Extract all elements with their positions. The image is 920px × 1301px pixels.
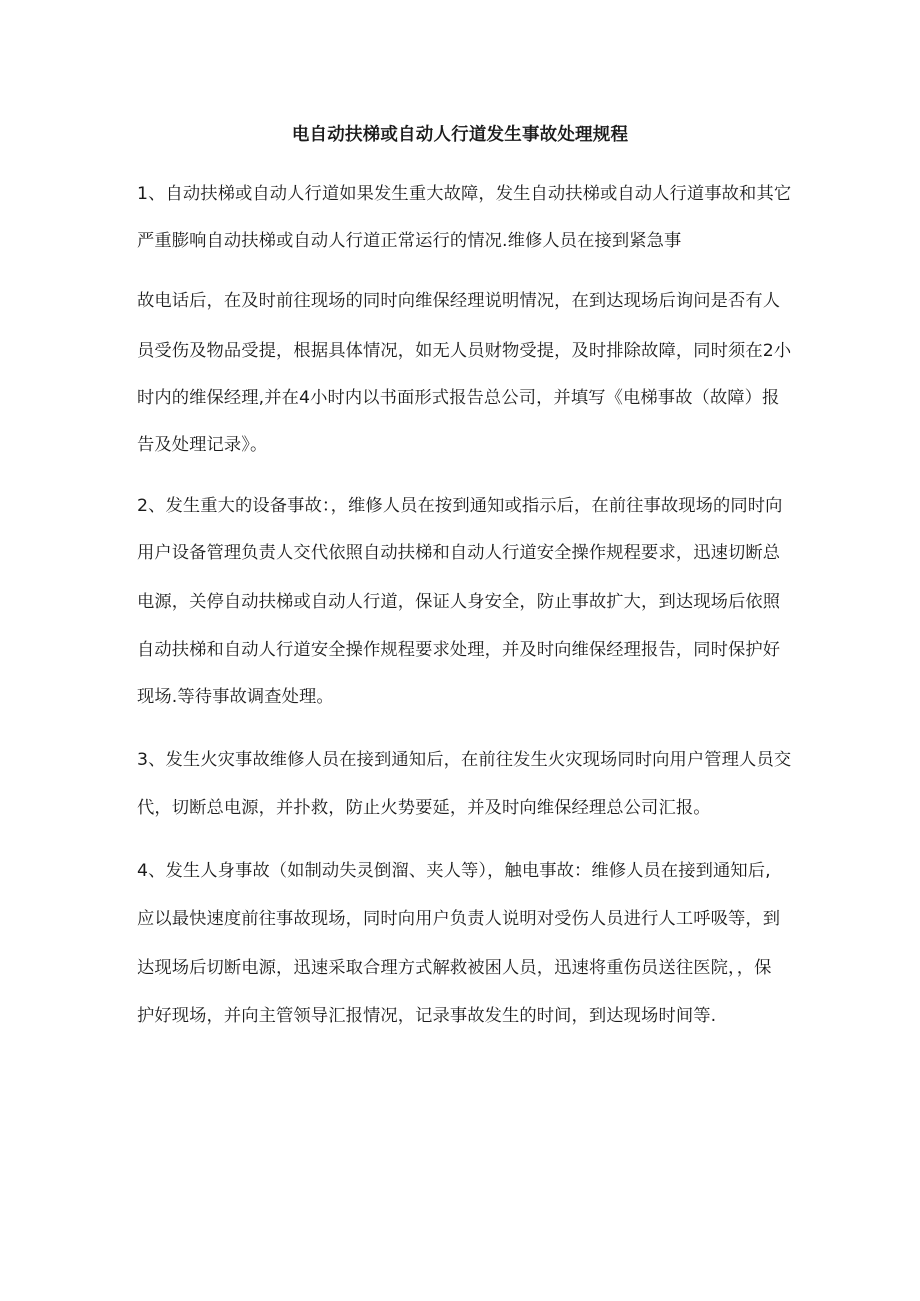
paragraph-3-line-3: 电源，关停自动扶梯或自动人行道，保证人身安全，防止事故扩大，到达现场后依照 bbox=[137, 592, 781, 612]
paragraph-2-line-2: 员受伤及物品受提，根据具体情况，如无人员财物受提，及时排除故障，同时须在2小 bbox=[137, 341, 792, 361]
paragraph-5-line-4: 护好现场，并向主管领导汇报情况，记录事故发生的时间，到达现场时间等. bbox=[137, 1006, 717, 1026]
paragraph-1-line-2: 严重膨响自动扶梯或自动人行道正常运行的情况.维修人员在接到紧急事 bbox=[137, 231, 682, 251]
paragraph-4-line-1: 3、发生火灾事故维修人员在接到通知后，在前往发生火灾现场同时向用户管理人员交 bbox=[137, 750, 792, 770]
paragraph-5-line-3: 达现场后切断电源，迅速采取合理方式解救被困人员，迅速将重伤员送往医院，，保 bbox=[137, 958, 772, 978]
paragraph-4-line-2: 代，切断总电源，并扑救，防止火势要延，并及时向维保经理总公司汇报。 bbox=[137, 798, 711, 818]
paragraph-3-line-1: 2、发生重大的设备事故：，维修人员在按到通知或指示后，在前往事故现场的同时向 bbox=[137, 496, 783, 516]
document-title: 电自动扶梯或自动人行道发生事故处理规程 bbox=[291, 125, 629, 145]
paragraph-5-line-2: 应以最快速度前往事故现场，同时向用户负责人说明对受伤人员进行人工呼吸等，到 bbox=[137, 909, 781, 929]
paragraph-3-line-2: 用户设备管理负责人交代依照自动扶梯和自动人行道安全操作规程要求，迅速切断总 bbox=[137, 543, 781, 563]
paragraph-2-line-3: 时内的维保经理,并在4小时内以书面形式报告总公司，并填写《电梯事故（故障）报 bbox=[137, 388, 780, 408]
paragraph-5-line-1: 4、发生人身事故（如制动失灵倒溜、夹人等），触电事故：维修人员在接到通知后, bbox=[137, 861, 771, 881]
paragraph-1-line-1: 1、自动扶梯或自动人行道如果发生重大故障，发生自动扶梯或自动人行道事故和其它 bbox=[137, 184, 792, 204]
paragraph-2-line-4: 告及处理记录》。 bbox=[137, 435, 268, 455]
paragraph-3-line-4: 自动扶梯和自动人行道安全操作规程要求处理，并及时向维保经理报告，同时保护好 bbox=[137, 640, 781, 660]
paragraph-3-line-5: 现场.等待事故调查处理。 bbox=[137, 687, 334, 707]
paragraph-2-line-1: 故电话后，在及时前往现场的同时向维保经理说明情况，在到达现场后询问是否有人 bbox=[137, 291, 781, 311]
